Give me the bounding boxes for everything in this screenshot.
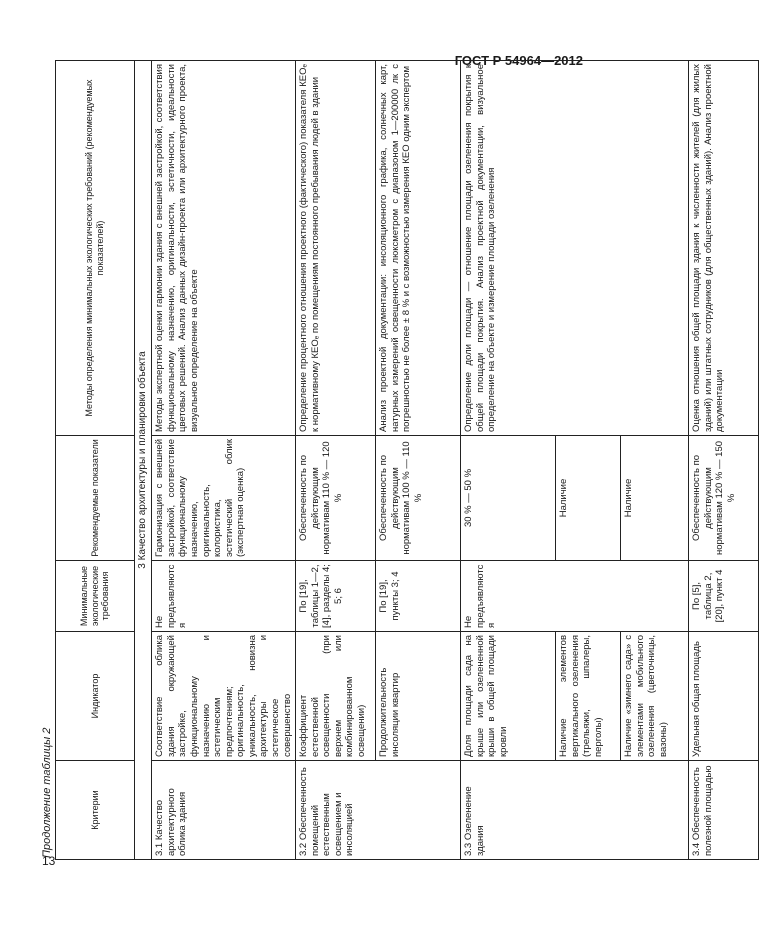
method-cell: Определение доли площади — отношение площади озеленения покрытия к общей площади покрытия. Анализ проектной документации, визуальное определение на объекте и измерение площади озеленения [461, 61, 689, 436]
page-number: 13 [42, 854, 56, 868]
indicator-cell: Продолжительность инсоляции квартир [376, 632, 461, 761]
min-requirement-cell: По [5], таблица 2, [20], пункт 4 [689, 561, 759, 632]
recommended-cell: Гармонизация с внешней застройкой, соответствие функциональному назначению, оригинальность, колористика, эстетический облик (экспертная оценка) [152, 436, 296, 561]
method-cell: Оценка отношения общей площади здания к численности жителей (для жилых зданий) или штатных сотрудников (для общественных зданий). Анализ проектной документации [689, 61, 759, 436]
indicator-cell: Удельная общая площадь [689, 632, 759, 761]
criterion-cell: 3.3 Озеленение здания [461, 761, 689, 860]
indicator-cell: Наличие «зимнего сада» с элементами мобильного озеленения (цветочницы, вазоны) [621, 632, 689, 761]
section-row [135, 61, 152, 860]
method-cell: Определение процентного отношения проектного (фактического) показателя КЕОₑ к нормативному КЕОₑ по помещениям постоянного пребывания людей в здании [296, 61, 376, 436]
recommended-cell: Наличие [621, 436, 689, 561]
method-cell: Методы экспертной оценки гармонии здания с внешней застройкой, соответствия функциональному назначению, оригинальности, эстетичности, идеальности цветовых решений. Анализ данных дизайн-проекта или архитектурного проекта, визуальное определение на объекте [152, 61, 296, 436]
indicator-cell: Доля площади сада на крыше или озелененной крыши в общей площади кровли [461, 632, 556, 761]
min-requirement-cell: Не предъявляются [461, 561, 689, 632]
table-row [376, 61, 461, 860]
indicator-cell: Наличие элементов вертикального озеленения (трельяжи, шпалеры, перголы) [556, 632, 621, 761]
min-requirement-cell: По [19], таблицы 1—2, [4], разделы 4; 5; 6 [296, 561, 376, 632]
table-header-row [56, 61, 135, 860]
table-row [461, 61, 556, 860]
table-row [152, 61, 296, 860]
method-cell: Анализ проектной документации: инсоляционного графика, солнечных карт, натурных измерений освещенности люксметром с диапазоном 1—200000 лк с погрешностью не более ± 8 % и с возможностью измерения КЕО одним экспертом [376, 61, 461, 436]
criterion-cell: 3.1 Качество архитектурного облика здания [152, 761, 296, 860]
recommended-cell: 30 % — 50 % [461, 436, 556, 561]
indicator-cell: Коэффициент естественной освещенности (при верхнем или комбинированном освещении) [296, 632, 376, 761]
document-code: ГОСТ Р 54964—2012 [454, 53, 583, 68]
column-header-min-requirements: Минимальные экологические требования [56, 561, 135, 632]
table-row [296, 61, 376, 860]
table-caption: Продолжение таблицы 2 [41, 727, 53, 858]
criterion-cell: 3.4 Обеспеченность полезной площадью [689, 761, 759, 860]
column-header-indicator: Индикатор [56, 632, 135, 761]
column-header-recommended: Рекомендуемые показатели [56, 436, 135, 561]
column-header-criteria: Критерии [56, 761, 135, 860]
criterion-cell: 3.2 Обеспеченность помещений естественным освещением и инсоляцией [296, 761, 461, 860]
rotated-table-block [40, 61, 759, 860]
min-requirement-cell: По [19], пункты 3; 4 [376, 561, 461, 632]
indicator-cell: Соответствие облика здания окружающей застройке, функциональному назначению и эстетическим предпочтениям; оригинальность, уникальность, новизна архитектуры и эстетическое совершенство [152, 632, 296, 761]
section-title: 3 Качество архитектуры и планировки объекта [135, 61, 152, 860]
min-requirement-cell: Не предъявляются [152, 561, 296, 632]
recommended-cell: Обеспеченность по действующим нормативам 100 % — 110 % [376, 436, 461, 561]
indicators-table [55, 60, 759, 860]
column-header-methods: Методы определения минимальных экологических требований (рекомендуемых показателей) [56, 61, 135, 436]
table-row [689, 61, 759, 860]
recommended-cell: Обеспеченность по действующим нормативам 110 % — 120 % [296, 436, 376, 561]
recommended-cell: Наличие [556, 436, 621, 561]
recommended-cell: Обеспеченность по действующим нормативам 120 % — 150 % [689, 436, 759, 561]
